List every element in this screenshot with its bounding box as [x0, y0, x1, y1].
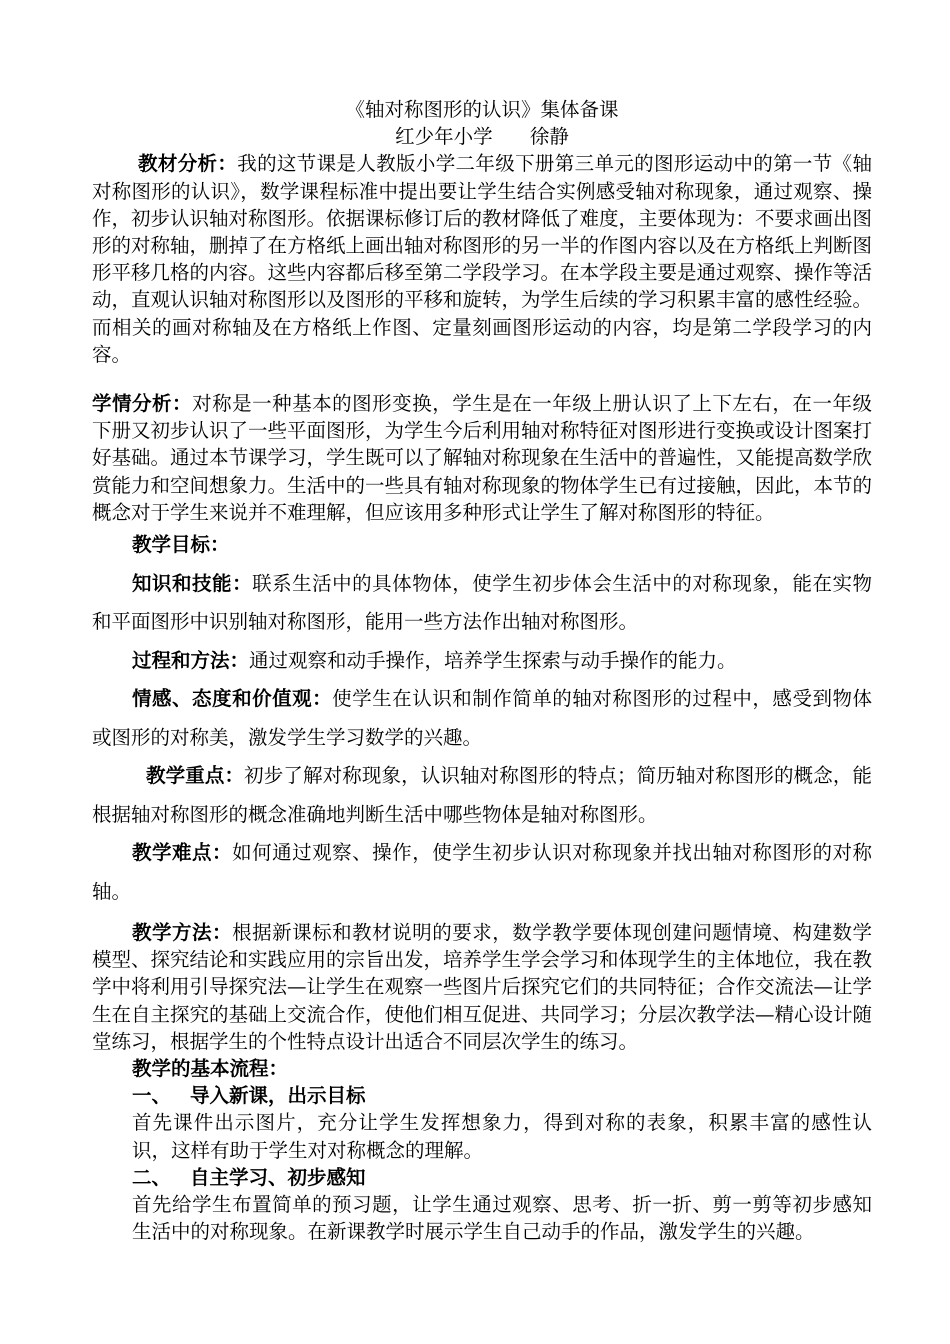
section-1-heading [92, 1082, 872, 1109]
goal-knowledge-label: 知识和技能： [132, 571, 253, 595]
goal-emotion-text: 使学生在认识和制作简单的轴对称图形的过程中，感受到物体或图形的对称美，激发学生学习数学的兴趣。 [92, 687, 872, 749]
student-analysis [92, 390, 872, 526]
goal-knowledge [92, 565, 872, 642]
section-1-title: 导入新课，出示目标 [190, 1084, 366, 1108]
flow-heading [92, 1055, 872, 1082]
student-analysis-text: 对称是一种基本的图形变换，学生是在一年级上册认识了上下左右，在一年级下册又初步认识了一些平面图形，为学生今后利用轴对称特征对图形进行变换或设计图案打好基础。通过本节课学习，学生既可以了解轴对称现象在生活中的普遍性，又能提高数学欣赏能力和空间想象力。生活中的一些具有轴对称现象的物体学生已有过接触，因此，本节的概念对于学生来说并不难理解，但应该用多种形式让学生了解对称图形的特征。 [92, 392, 873, 524]
difficulty [92, 834, 872, 911]
section-2-text: 首先给学生布置简单的预习题，让学生通过观察、思考、折一折、剪一剪等初步感知生活中的对称现象。在新课教学时展示学生自己动手的作品，激发学生的兴趣。 [132, 1193, 872, 1244]
key-point-text: 初步了解对称现象，认识轴对称图形的特点；简历轴对称图形的概念，能根据轴对称图形的概念准确地判断生活中哪些物体是轴对称图形。 [92, 764, 872, 826]
goal-process-text: 通过观察和动手操作，培养学生探索与动手操作的能力。 [249, 648, 737, 672]
section-1-text: 首先课件出示图片，充分让学生发挥想象力，得到对称的表象，积累丰富的感性认识，这样有助于学生对对称概念的理解。 [132, 1111, 872, 1162]
difficulty-text: 如何通过观察、操作，使学生初步认识对称现象并找出轴对称图形的对称轴。 [92, 841, 872, 903]
textbook-analysis-label: 教材分析： [138, 152, 238, 176]
teaching-method-text: 根据新课标和教材说明的要求，数学教学要体现创建问题情境、构建数学模型、探究结论和实践应用的宗旨出发，培养学生学会学习和体现学生的主体地位，我在教学中将利用引导探究法—让学生在观察一些图片后探究它们的共同特征；合作交流法—让学生在自主探究的基础上交流合作，使他们相互促进、共同学习；分层次教学法—精心设计随堂练习，根据学生的个性特点设计出适合不同层次学生的练习。 [92, 921, 873, 1053]
section-2-number: 二、 [132, 1165, 172, 1189]
difficulty-label: 教学难点： [132, 841, 233, 865]
document-page [92, 96, 872, 1245]
key-point-label: 教学重点： [146, 764, 245, 788]
author-line: 红少年小学 徐静 [395, 125, 569, 149]
goal-emotion-label: 情感、态度和价值观： [132, 687, 333, 711]
textbook-analysis-text: 我的这节课是人教版小学二年级下册第三单元的图形运动中的第一节《轴对称图形的认识》，数学课程标准中提出要让学生结合实例感受轴对称现象，通过观察、操作，初步认识轴对称图形。依据课标修订后的教材降低了难度，主要体现为：不要求画出图形的对称轴，删掉了在方格纸上画出轴对称图形的另一半的作图内容以及在方格纸上判断图形平移几格的内容。这些内容都后移至第二学段学习。在本学段主要是通过观察、操作等活动，直观认识轴对称图形以及图形的平移和旋转，为学生后续的学习积累丰富的感性经验。而相关的画对称轴及在方格纸上作图、定量刻画图形运动的内容，均是第二学段学习的内容。 [92, 152, 873, 366]
teaching-method [92, 919, 872, 1055]
paragraph-gap [92, 368, 872, 390]
goal-process [92, 642, 872, 681]
goal-process-label: 过程和方法： [132, 648, 250, 672]
teaching-method-label: 教学方法： [132, 921, 233, 945]
key-point [92, 757, 872, 834]
goal-knowledge-text: 联系生活中的具体物体，使学生初步体会生活中的对称现象，能在实物和平面图形中识别轴对称图形，能用一些方法作出轴对称图形。 [92, 571, 872, 634]
textbook-analysis [92, 150, 872, 368]
student-analysis-label: 学情分析： [92, 392, 193, 416]
goal-emotion [92, 680, 872, 757]
section-2-title: 自主学习、初步感知 [190, 1165, 366, 1189]
flow-heading-label: 教学的基本流程： [132, 1057, 289, 1081]
section-1-number: 一、 [132, 1084, 172, 1108]
teaching-goals-heading [92, 526, 872, 565]
section-2-heading [92, 1164, 872, 1191]
teaching-goals-label: 教学目标： [132, 533, 230, 557]
document-title: 《轴对称图形的认识》集体备课 [345, 98, 619, 121]
